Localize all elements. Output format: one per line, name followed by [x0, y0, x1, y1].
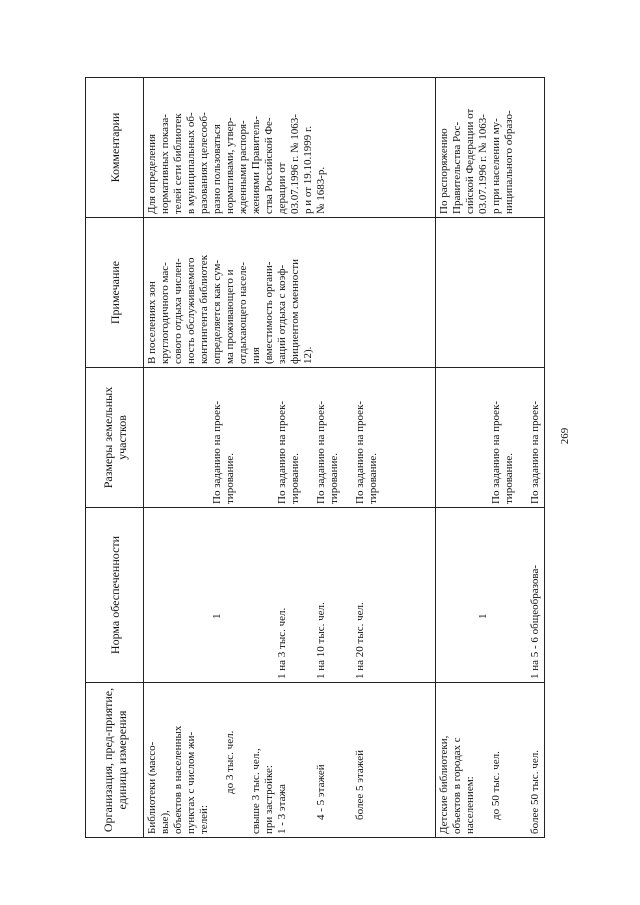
- cell-line: свыше 3 тыс. чел.,: [250, 748, 262, 834]
- cell-line: 4 - 5 этажей: [315, 764, 327, 820]
- cell-line: № 1683-р.: [315, 166, 327, 214]
- cell-line: ность обслуживаемого: [185, 257, 197, 364]
- cell-line: тирование.: [289, 452, 301, 504]
- cell-line: ства Российской Фе-: [263, 117, 275, 214]
- cell-line: ма проживающего и: [224, 269, 236, 364]
- cell-line: [341, 686, 354, 834]
- cell-org: [144, 683, 436, 838]
- cell-line: 1 на 3 тыс. чел.: [276, 607, 288, 679]
- cell-line: По заданию на проек-: [354, 400, 366, 504]
- cell-line: р при населении му-: [490, 118, 502, 214]
- cell-line: [198, 511, 211, 679]
- cell-norm: [436, 508, 545, 683]
- cell-line: [224, 511, 237, 679]
- cell-line: телей:: [198, 804, 210, 834]
- cell-line: 1 на 10 тыс. чел.: [315, 602, 327, 679]
- cell-line: более 50 тыс. чел.: [529, 750, 541, 834]
- cell-line: Правительства Рос-: [451, 121, 463, 214]
- cell-line: [516, 371, 529, 504]
- cell-line: населением:: [464, 776, 476, 834]
- cell-line: фициентом сменности: [289, 258, 301, 364]
- cell-line: тирование.: [367, 452, 379, 504]
- cell-line: нормативных показа-: [159, 114, 171, 214]
- rotated-table-sheet: [85, 78, 541, 838]
- cell-line: [490, 511, 503, 679]
- cell-line: тирование.: [224, 452, 236, 504]
- cell-line: р и от 19.10.1999 г.: [302, 125, 314, 214]
- cell-line: 03.07.1996 г. № 1063-: [289, 114, 301, 214]
- cell-line: пунктах с числом жи-: [185, 731, 197, 834]
- header-note: Примечание: [86, 218, 144, 368]
- cell-line: [451, 371, 464, 504]
- cell-org: [436, 683, 545, 838]
- cell-line: ния: [250, 347, 262, 364]
- cell-line: 1 - 3 этажа: [276, 784, 288, 834]
- cell-line: [477, 371, 490, 504]
- cell-comment: [144, 78, 436, 218]
- cell-land: [144, 368, 436, 508]
- cell-line: [328, 511, 341, 679]
- cell-line: жениями Правитель-: [250, 115, 262, 214]
- cell-line: [503, 511, 516, 679]
- cell-line: разно пользоваться: [211, 124, 223, 214]
- cell-line: По заданию на проек-: [211, 400, 223, 504]
- cell-line: тирование.: [328, 452, 340, 504]
- cell-line: [146, 511, 159, 679]
- cell-line: 1 на 20 тыс. чел.: [354, 602, 366, 679]
- cell-note: [436, 218, 545, 368]
- cell-line: По заданию на проек-: [315, 400, 327, 504]
- cell-line: контингента библиотек: [198, 254, 210, 364]
- cell-note: [144, 218, 436, 368]
- cell-land: [436, 368, 545, 508]
- cell-line: [341, 511, 354, 679]
- cell-line: [438, 371, 451, 504]
- cell-line: [302, 686, 315, 834]
- cell-line: [237, 371, 250, 504]
- cell-line: 1: [211, 613, 223, 619]
- table-row-libraries: [144, 78, 436, 838]
- cell-line: По заданию на проек-: [490, 400, 502, 504]
- cell-line: [464, 371, 477, 504]
- cell-line: Библиотеки (массо-: [146, 741, 158, 834]
- cell-line: отдыхающего населе-: [237, 261, 249, 364]
- cell-line: объектов в населенных: [172, 725, 184, 834]
- cell-line: в муниципальных об-: [185, 112, 197, 214]
- cell-line: По распоряжению: [438, 128, 450, 214]
- cell-line: 12).: [302, 346, 314, 364]
- cell-line: [503, 686, 516, 834]
- cell-line: (вместимость органи-: [263, 261, 275, 364]
- cell-line: [237, 511, 250, 679]
- cell-line: до 50 тыс. чел.: [490, 751, 502, 820]
- cell-line: объектов в городах с: [451, 737, 463, 834]
- cell-norm: [144, 508, 436, 683]
- cell-line: заций отдыха с коэф-: [276, 264, 288, 364]
- table-header-row: [86, 78, 144, 838]
- table-row-children-libraries: [436, 78, 545, 838]
- header-comment: Комментарии: [86, 78, 144, 218]
- cell-comment: [436, 78, 545, 218]
- header-org: Организация, пред-приятие, единица измерения: [86, 683, 144, 838]
- cell-line: [289, 686, 302, 834]
- cell-line: [185, 371, 198, 504]
- cell-line: [289, 511, 302, 679]
- cell-line: [464, 511, 477, 679]
- cell-line: [477, 686, 490, 834]
- cell-line: [146, 371, 159, 504]
- header-land: Размеры земельных участков: [86, 368, 144, 508]
- cell-line: более 5 этажей: [354, 750, 366, 820]
- cell-line: [516, 686, 529, 834]
- cell-line: телей сети библиотек: [172, 113, 184, 214]
- cell-line: [263, 511, 276, 679]
- cell-line: [198, 371, 211, 504]
- cell-line: Для определения: [146, 133, 158, 214]
- cell-line: дерации от: [276, 162, 288, 214]
- norms-table: [85, 77, 545, 838]
- cell-line: [328, 686, 341, 834]
- cell-line: нормативами, утвер-: [224, 117, 236, 214]
- cell-line: разованиях целесооб-: [198, 112, 210, 214]
- cell-line: [263, 371, 276, 504]
- cell-line: [451, 511, 464, 679]
- cell-line: [237, 686, 250, 834]
- cell-line: В поселениях зон: [146, 281, 158, 364]
- cell-line: определяется как сум-: [211, 259, 223, 364]
- cell-line: [250, 511, 263, 679]
- cell-line: [211, 686, 224, 834]
- cell-line: [302, 511, 315, 679]
- cell-line: до 3 тыс. чел.: [224, 730, 236, 794]
- cell-line: жденными распоря-: [237, 120, 249, 214]
- cell-line: [159, 371, 172, 504]
- cell-line: [516, 511, 529, 679]
- cell-line: 03.07.1996 г. № 1063-: [477, 114, 489, 214]
- cell-line: По заданию на проек-: [529, 400, 541, 504]
- cell-line: Детские библиотеки,: [438, 735, 450, 834]
- cell-line: [341, 371, 354, 504]
- header-norm: Норма обеспеченности: [86, 508, 144, 683]
- cell-line: [159, 511, 172, 679]
- cell-line: вые),: [159, 810, 171, 834]
- cell-line: 1 на 5 - 6 общеобразова-: [529, 565, 541, 679]
- cell-line: По заданию на проек-: [276, 400, 288, 504]
- cell-line: сового отдыха числен-: [172, 258, 184, 364]
- cell-line: [172, 511, 185, 679]
- cell-line: сийской Федерации от: [464, 108, 476, 214]
- cell-line: круглогодичного мас-: [159, 262, 171, 364]
- cell-line: [172, 371, 185, 504]
- cell-line: при застройке:: [263, 765, 275, 834]
- cell-line: [250, 371, 263, 504]
- cell-line: тирование.: [503, 452, 515, 504]
- page-number: 269: [559, 427, 571, 445]
- cell-line: [185, 511, 198, 679]
- cell-line: [438, 511, 451, 679]
- cell-line: 1: [477, 613, 489, 619]
- cell-line: [302, 371, 315, 504]
- cell-line: ниципального образо-: [503, 110, 515, 214]
